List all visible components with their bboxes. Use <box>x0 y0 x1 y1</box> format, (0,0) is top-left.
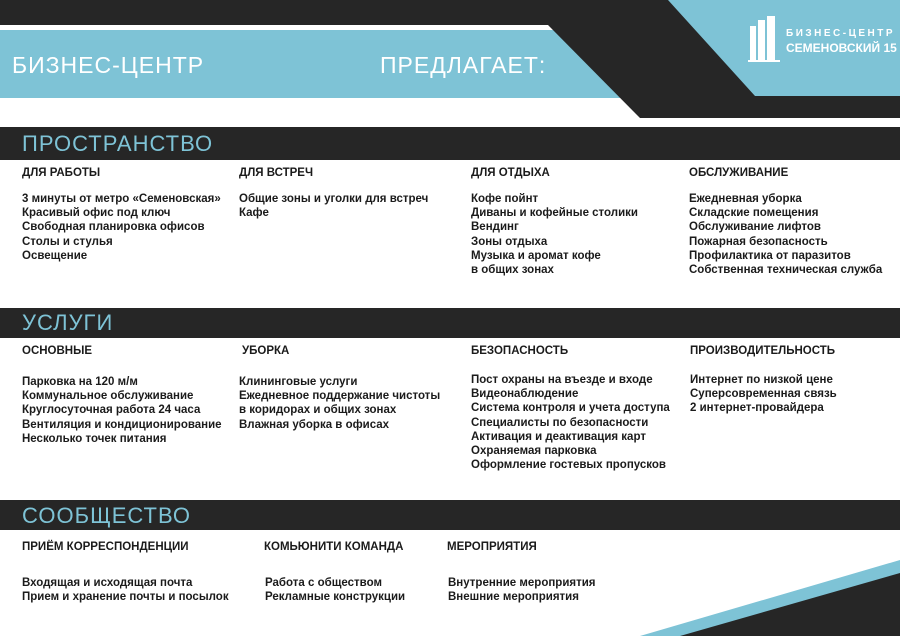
logo <box>748 12 898 62</box>
list-item: Кафе <box>239 207 269 220</box>
list-item: Оформление гостевых пропусков <box>471 459 666 472</box>
list-item: Пожарная безопасность <box>689 235 828 248</box>
header-left-title: БИЗНЕС-ЦЕНТР <box>12 52 205 78</box>
list-item: 3 минуты от метро «Семеновская» <box>22 193 221 205</box>
section-bar-services <box>0 308 900 338</box>
section-title-community: СООБЩЕСТВО <box>22 503 192 528</box>
list-item: Профилактика от паразитов <box>689 249 851 262</box>
list-item: Обслуживание лифтов <box>689 221 821 234</box>
list-item: Парковка на 120 м/м <box>22 376 138 388</box>
column-list <box>22 192 221 263</box>
column-title: БЕЗОПАСНОСТЬ <box>471 345 569 357</box>
column-title: МЕРОПРИЯТИЯ <box>447 541 537 553</box>
list-item: Охраняемая парковка <box>471 445 597 458</box>
list-item: Ежедневное поддержание чистоты <box>239 390 441 403</box>
list-item: 2 интернет-провайдера <box>690 402 824 415</box>
list-item: Складские помещения <box>689 207 819 220</box>
list-item: Рекламные конструкции <box>265 591 406 604</box>
column-list <box>22 375 222 446</box>
logo-line-2: СЕМЕНОВСКИЙ 15 <box>786 41 897 55</box>
column-list <box>690 373 837 416</box>
column-list <box>22 576 229 604</box>
list-item: Прием и хранение почты и посылок <box>22 591 229 604</box>
list-item: Вентиляция и кондиционирование <box>22 418 222 431</box>
list-item: Клининговые услуги <box>239 376 358 388</box>
column-title: ДЛЯ ОТДЫХА <box>471 167 550 179</box>
list-item: Внутренние мероприятия <box>448 577 596 589</box>
list-item: Пост охраны на въезде и входе <box>471 374 653 386</box>
list-item: Зоны отдыха <box>471 235 548 248</box>
list-item: Вендинг <box>471 221 519 234</box>
column-list <box>448 576 596 604</box>
list-item: Несколько точек питания <box>22 432 167 445</box>
list-item: Диваны и кофейные столики <box>471 207 638 220</box>
list-item: Освещение <box>22 249 88 262</box>
column-list <box>239 375 440 432</box>
section-title-services: УСЛУГИ <box>22 310 114 335</box>
list-item: Внешние мероприятия <box>448 591 579 604</box>
column-title: ПРИЁМ КОРРЕСПОНДЕНЦИИ <box>22 541 189 553</box>
column-title: ПРОИЗВОДИТЕЛЬНОСТЬ <box>690 345 836 357</box>
column-list <box>265 576 405 604</box>
column-list <box>689 192 882 277</box>
list-item: Столы и стулья <box>22 235 113 248</box>
list-item: Коммунальное обслуживание <box>22 390 194 403</box>
list-item: Входящая и исходящая почта <box>22 577 193 589</box>
list-item: Влажная уборка в офисах <box>239 418 390 431</box>
building-icon <box>748 16 780 62</box>
list-item: Круглосуточная работа 24 часа <box>22 404 201 417</box>
column-list <box>239 192 428 220</box>
list-item: Видеонаблюдение <box>471 388 579 401</box>
list-item: Свободная планировка офисов <box>22 221 205 234</box>
list-item: Ежедневная уборка <box>689 193 802 205</box>
column-title: ОСНОВНЫЕ <box>22 345 93 357</box>
list-item: Работа с обществом <box>265 577 382 589</box>
list-item: Собственная техническая служба <box>689 264 883 277</box>
list-item: в общих зонах <box>471 264 554 277</box>
list-item: Специалисты по безопасности <box>471 416 649 429</box>
list-item: Музыка и аромат кофе <box>471 249 601 262</box>
column-title: УБОРКА <box>242 345 290 357</box>
list-item: Общие зоны и уголки для встреч <box>239 193 429 205</box>
list-item: Система контроля и учета доступа <box>471 402 670 415</box>
list-item: Красивый офис под ключ <box>22 207 171 220</box>
column-title: КОМЬЮНИТИ КОМАНДА <box>264 541 404 553</box>
column-list <box>471 192 638 277</box>
column-title: ДЛЯ РАБОТЫ <box>22 167 101 179</box>
list-item: в коридорах и общих зонах <box>239 404 397 417</box>
list-item: Кофе пойнт <box>471 193 539 205</box>
column-title: ОБСЛУЖИВАНИЕ <box>689 167 789 179</box>
list-item: Интернет по низкой цене <box>690 374 833 386</box>
section-title-space: ПРОСТРАНСТВО <box>22 131 214 156</box>
header-right-title: ПРЕДЛАГАЕТ: <box>380 52 547 78</box>
column-list <box>471 373 670 472</box>
list-item: Активация и деактивация карт <box>471 430 646 443</box>
list-item: Суперсовременная связь <box>690 388 837 401</box>
logo-line-1: БИЗНЕС-ЦЕНТР <box>786 28 896 39</box>
column-title: ДЛЯ ВСТРЕЧ <box>239 167 314 179</box>
